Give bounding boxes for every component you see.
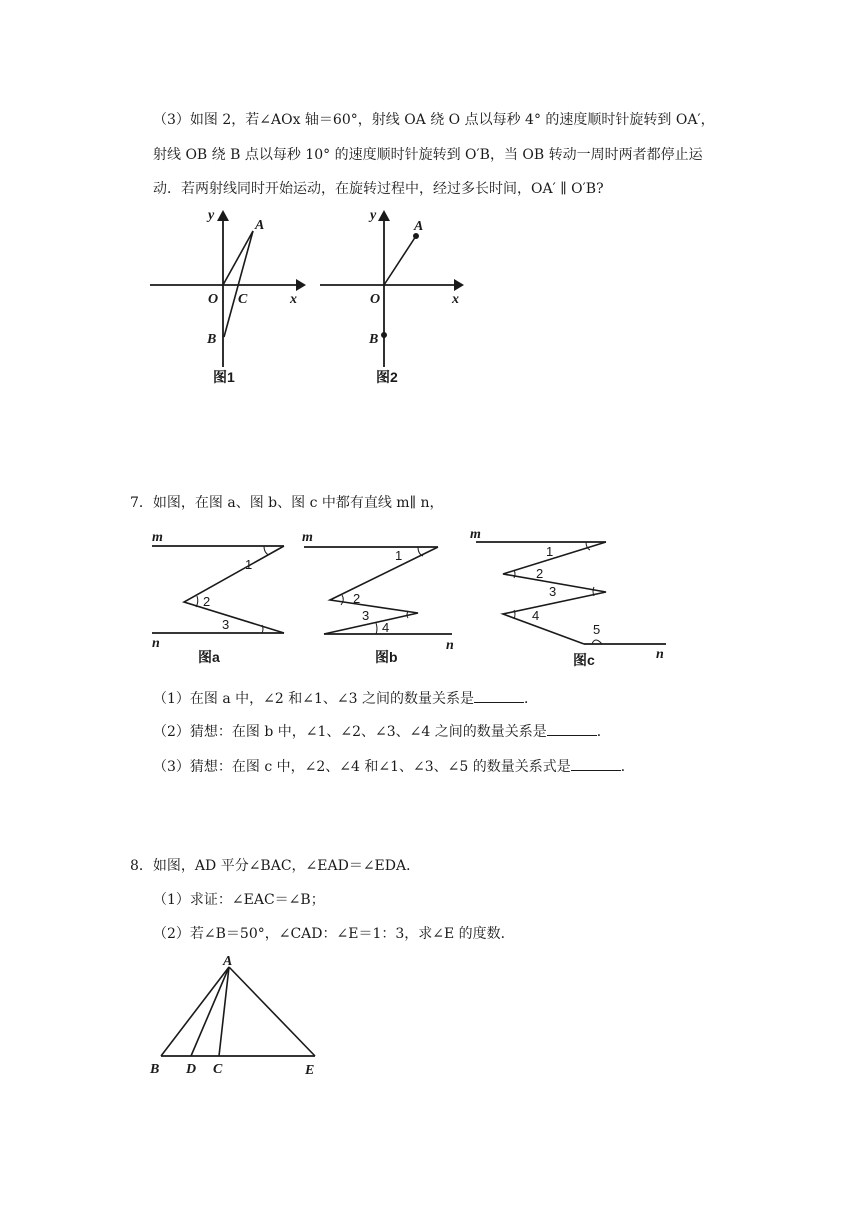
q7-stem: 7．如图，在图 a、图 b、图 c 中都有直线 m∥ n， [130,495,444,511]
fig1-o-label: O [208,292,219,307]
figc-n-label: n [656,647,664,662]
figc-angle5: 5 [593,622,601,637]
q6-part3-line2: 射线 OB 绕 B 点以每秒 10° 的速度顺时针旋转到 O′B，当 OB 转动一周时两者都停止运 [153,147,703,163]
figb-angle3: 3 [362,608,370,623]
fig1-x-label: x [290,292,297,307]
fig8-a-label: A [223,954,233,969]
figa-n-label: n [152,636,160,651]
fig2-o-label: O [370,292,381,307]
fig2-b-label: B [369,332,379,347]
figure-a [148,525,298,670]
fig1-a-label: A [255,218,265,233]
q7-part3-blank[interactable] [571,756,621,771]
q7-part1-end: ． [523,691,538,707]
figure-1 [148,205,318,390]
fig1-y-label: y [208,208,215,223]
fig1-b-label: B [207,332,217,347]
fig8-b-label: B [150,1062,160,1077]
q6-part3-line1: （3）如图 2，若∠AOx 轴＝60°，射线 OA 绕 O 点以每秒 4° 的速度顺时针旋转到 OA′， [153,112,715,128]
q6-part3-line3: 动．若两射线同时开始运动，在旋转过程中，经过多长时间，OA′ ∥ O′B? [153,181,604,197]
q7-part1-blank[interactable] [474,688,524,703]
figa-angle3: 3 [222,617,230,632]
figa-caption: 图a [198,649,220,665]
figa-m-label: m [152,530,163,545]
figa-angle2: 2 [203,594,211,609]
figc-m-label: m [470,527,481,542]
q7-part3 [153,756,635,777]
fig2-x-label: x [452,292,459,307]
fig2-a-label: A [414,219,424,234]
figure-c [468,525,673,670]
q8-stem: 8．如图，AD 平分∠BAC，∠EAD＝∠EDA． [130,858,421,874]
fig2-y-label: y [370,208,377,223]
figb-angle4: 4 [382,620,390,635]
q8-part1: （1）求证：∠EAC＝∠B； [153,892,325,908]
q7-part1 [153,688,538,709]
fig8-d-label: D [186,1062,197,1077]
q7-part1-text: （1）在图 a 中，∠2 和∠1、∠3 之间的数量关系是 [153,691,474,707]
figure-b [300,525,460,670]
figc-angle4: 4 [532,608,540,623]
fig1-caption: 图1 [213,369,235,385]
q7-part3-end: ． [620,759,635,775]
figure-2 [318,205,488,390]
fig1-c-label: C [238,292,248,307]
figa-angle1: 1 [245,557,253,572]
figb-angle2: 2 [353,591,361,606]
figb-m-label: m [302,530,313,545]
fig8-c-label: C [213,1062,223,1077]
q7-part2 [153,721,611,742]
fig2-caption: 图2 [376,369,398,385]
q8-part2: （2）若∠B＝50°，∠CAD：∠E＝1：3，求∠E 的度数． [153,926,515,942]
figc-angle2: 2 [536,566,544,581]
figure-q8 [145,950,335,1080]
fig8-e-label: E [305,1063,315,1078]
figc-angle3: 3 [549,584,557,599]
figc-caption: 图c [573,652,595,668]
figc-angle1: 1 [546,544,554,559]
q7-part2-end: ． [596,724,611,740]
figb-caption: 图b [375,649,398,665]
q7-part3-text: （3）猜想：在图 c 中，∠2、∠4 和∠1、∠3、∠5 的数量关系式是 [153,759,571,775]
figb-angle1: 1 [395,548,403,563]
q7-part2-text: （2）猜想：在图 b 中，∠1、∠2、∠3、∠4 之间的数量关系是 [153,724,547,740]
q7-part2-blank[interactable] [547,721,597,736]
figb-n-label: n [446,638,454,653]
